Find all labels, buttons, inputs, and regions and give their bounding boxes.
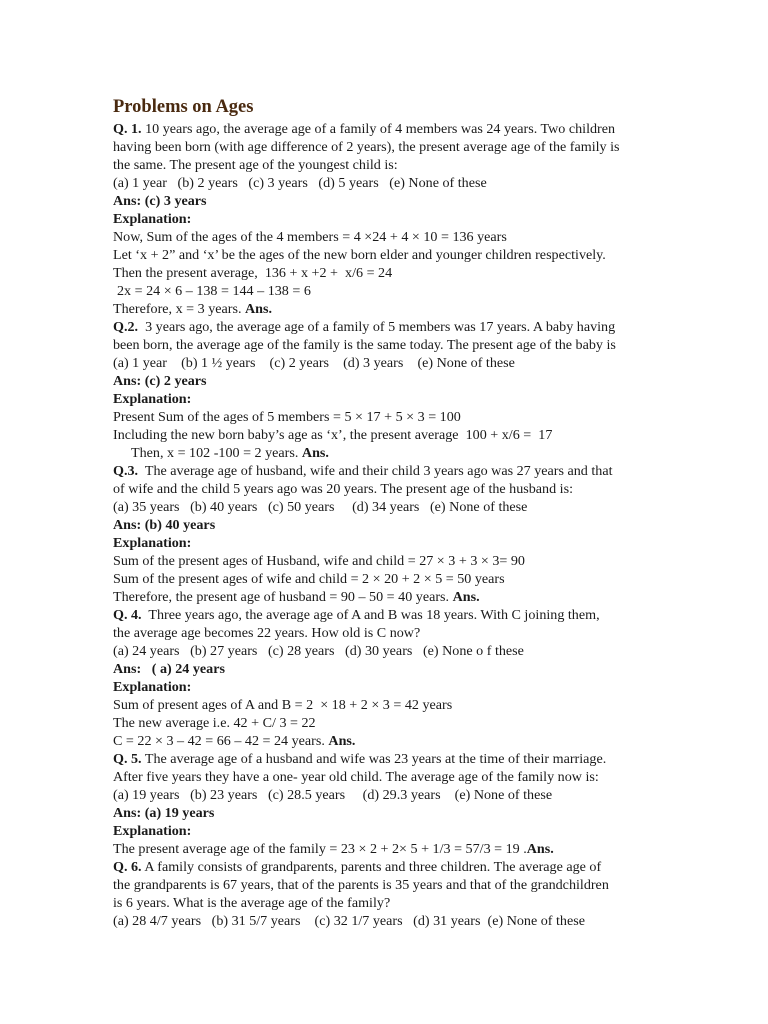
question-1-label: Q. 1.	[113, 121, 142, 137]
question-4-label: Q. 4.	[113, 607, 142, 623]
question-4-options: (a) 24 years (b) 27 years (c) 28 years (d) 30 years (e) None o f these	[113, 643, 524, 659]
question-2-ans-mark: Ans.	[301, 445, 329, 461]
question-4-explanation-3-text: C = 22 × 3 – 42 = 66 – 42 = 24 years.	[113, 733, 329, 749]
question-6-line-3: is 6 years. What is the average age of the family?	[113, 895, 391, 911]
document-content	[113, 96, 658, 930]
question-3-explanation-3-text: Therefore, the present age of husband = 90 – 50 = 40 years.	[113, 589, 453, 605]
question-5-options: (a) 19 years (b) 23 years (c) 28.5 years (d) 29.3 years (e) None of these	[113, 787, 553, 803]
question-1-explanation-3: Then the present average, 136 + x +2 + x/6 = 24	[113, 265, 393, 281]
question-4-text: Three years ago, the average age of A and B was 18 years. With C joining them,	[141, 607, 600, 623]
page-title: Problems on Ages	[113, 97, 254, 117]
question-3-explanation-1: Sum of the present ages of Husband, wife and child = 27 × 3 + 3 × 3= 90	[113, 553, 525, 569]
question-3-explanation-3	[113, 588, 658, 606]
question-6-text: A family consists of grandparents, parents and three children. The average age of	[141, 859, 602, 875]
question-4-line-1	[113, 606, 658, 624]
question-1-explanation-1: Now, Sum of the ages of the 4 members = 4 ×24 + 4 × 10 = 136 years	[113, 229, 507, 245]
question-3-ans-mark: Ans.	[452, 589, 480, 605]
question-1-explanation-5	[113, 300, 658, 318]
question-2-line-1	[113, 318, 658, 336]
question-4-explanation-1: Sum of present ages of A and B = 2 × 18 + 2 × 3 = 42 years	[113, 697, 453, 713]
question-1-explanation-2: Let ‘x + 2” and ‘x’ be the ages of the new born elder and younger children respectively.	[113, 247, 606, 263]
question-2-label: Q.2.	[113, 319, 139, 335]
question-3-explanation-2: Sum of the present ages of wife and child = 2 × 20 + 2 × 5 = 50 years	[113, 571, 505, 587]
question-4-ans-mark: Ans.	[328, 733, 356, 749]
question-2-explanation-label: Explanation:	[113, 391, 192, 407]
question-3-text: The average age of husband, wife and their child 3 years ago was 27 years and that	[138, 463, 613, 479]
question-3-explanation-label: Explanation:	[113, 535, 192, 551]
question-4-line-2: the average age becomes 22 years. How old is C now?	[113, 625, 421, 641]
question-5-line-1	[113, 750, 658, 768]
question-2-text: 3 years ago, the average age of a family of 5 members was 17 years. A baby having	[138, 319, 616, 335]
question-4-explanation-label: Explanation:	[113, 679, 192, 695]
question-2-answer: Ans: (c) 2 years	[113, 373, 207, 389]
question-2-explanation-1: Present Sum of the ages of 5 members = 5 × 17 + 5 × 3 = 100	[113, 409, 461, 425]
question-1-ans-mark: Ans.	[245, 301, 273, 317]
question-6-label: Q. 6.	[113, 859, 142, 875]
question-2-explanation-3-text: Then, x = 102 -100 = 2 years.	[131, 445, 302, 461]
question-1-line-3: the same. The present age of the youngest child is:	[113, 157, 398, 173]
question-6-line-1	[113, 858, 658, 876]
question-2-options: (a) 1 year (b) 1 ½ years (c) 2 years (d) 3 years (e) None of these	[113, 355, 515, 371]
question-1-line-1	[113, 120, 658, 138]
question-5-explanation-1	[113, 840, 658, 858]
question-2-explanation-3	[113, 444, 658, 462]
question-3-line-1	[113, 462, 658, 480]
question-5-answer: Ans: (a) 19 years	[113, 805, 215, 821]
question-3-line-2: of wife and the child 5 years ago was 20 years. The present age of the husband is:	[113, 481, 573, 497]
question-6-line-2: the grandparents is 67 years, that of the parents is 35 years and that of the grandchildren	[113, 877, 609, 893]
question-1-explanation-5-text: Therefore, x = 3 years.	[113, 301, 245, 317]
question-5-explanation-1-text: The present average age of the family = 23 × 2 + 2× 5 + 1/3 = 57/3 = 19 .	[113, 841, 527, 857]
question-1-text: 10 years ago, the average age of a family of 4 members was 24 years. Two children	[141, 121, 616, 137]
question-3-label: Q.3.	[113, 463, 139, 479]
question-5-line-2: After five years they have a one- year old child. The average age of the family now is:	[113, 769, 599, 785]
question-5-ans-mark: Ans.	[526, 841, 554, 857]
question-1-explanation-label: Explanation:	[113, 211, 192, 227]
question-5-text: The average age of a husband and wife was 23 years at the time of their marriage.	[141, 751, 607, 767]
question-1-explanation-4: 2x = 24 × 6 – 138 = 144 – 138 = 6	[117, 283, 311, 299]
question-4-answer: Ans: ( a) 24 years	[113, 661, 225, 677]
question-6-options: (a) 28 4/7 years (b) 31 5/7 years (c) 32 1/7 years (d) 31 years (e) None of these	[113, 913, 585, 929]
question-2-explanation-2: Including the new born baby’s age as ‘x’, the present average 100 + x/6 = 17	[113, 427, 553, 443]
question-3-options: (a) 35 years (b) 40 years (c) 50 years (d) 34 years (e) None of these	[113, 499, 528, 515]
question-5-label: Q. 5.	[113, 751, 142, 767]
question-5-explanation-label: Explanation:	[113, 823, 192, 839]
question-2-line-2: been born, the average age of the family is the same today. The present age of the baby is	[113, 337, 616, 353]
question-1-options: (a) 1 year (b) 2 years (c) 3 years (d) 5 years (e) None of these	[113, 175, 487, 191]
question-3-answer: Ans: (b) 40 years	[113, 517, 216, 533]
question-4-explanation-2: The new average i.e. 42 + C/ 3 = 22	[113, 715, 316, 731]
question-4-explanation-3	[113, 732, 658, 750]
question-1-line-2: having been born (with age difference of 2 years), the present average age of the family is	[113, 139, 620, 155]
question-1-answer: Ans: (c) 3 years	[113, 193, 207, 209]
